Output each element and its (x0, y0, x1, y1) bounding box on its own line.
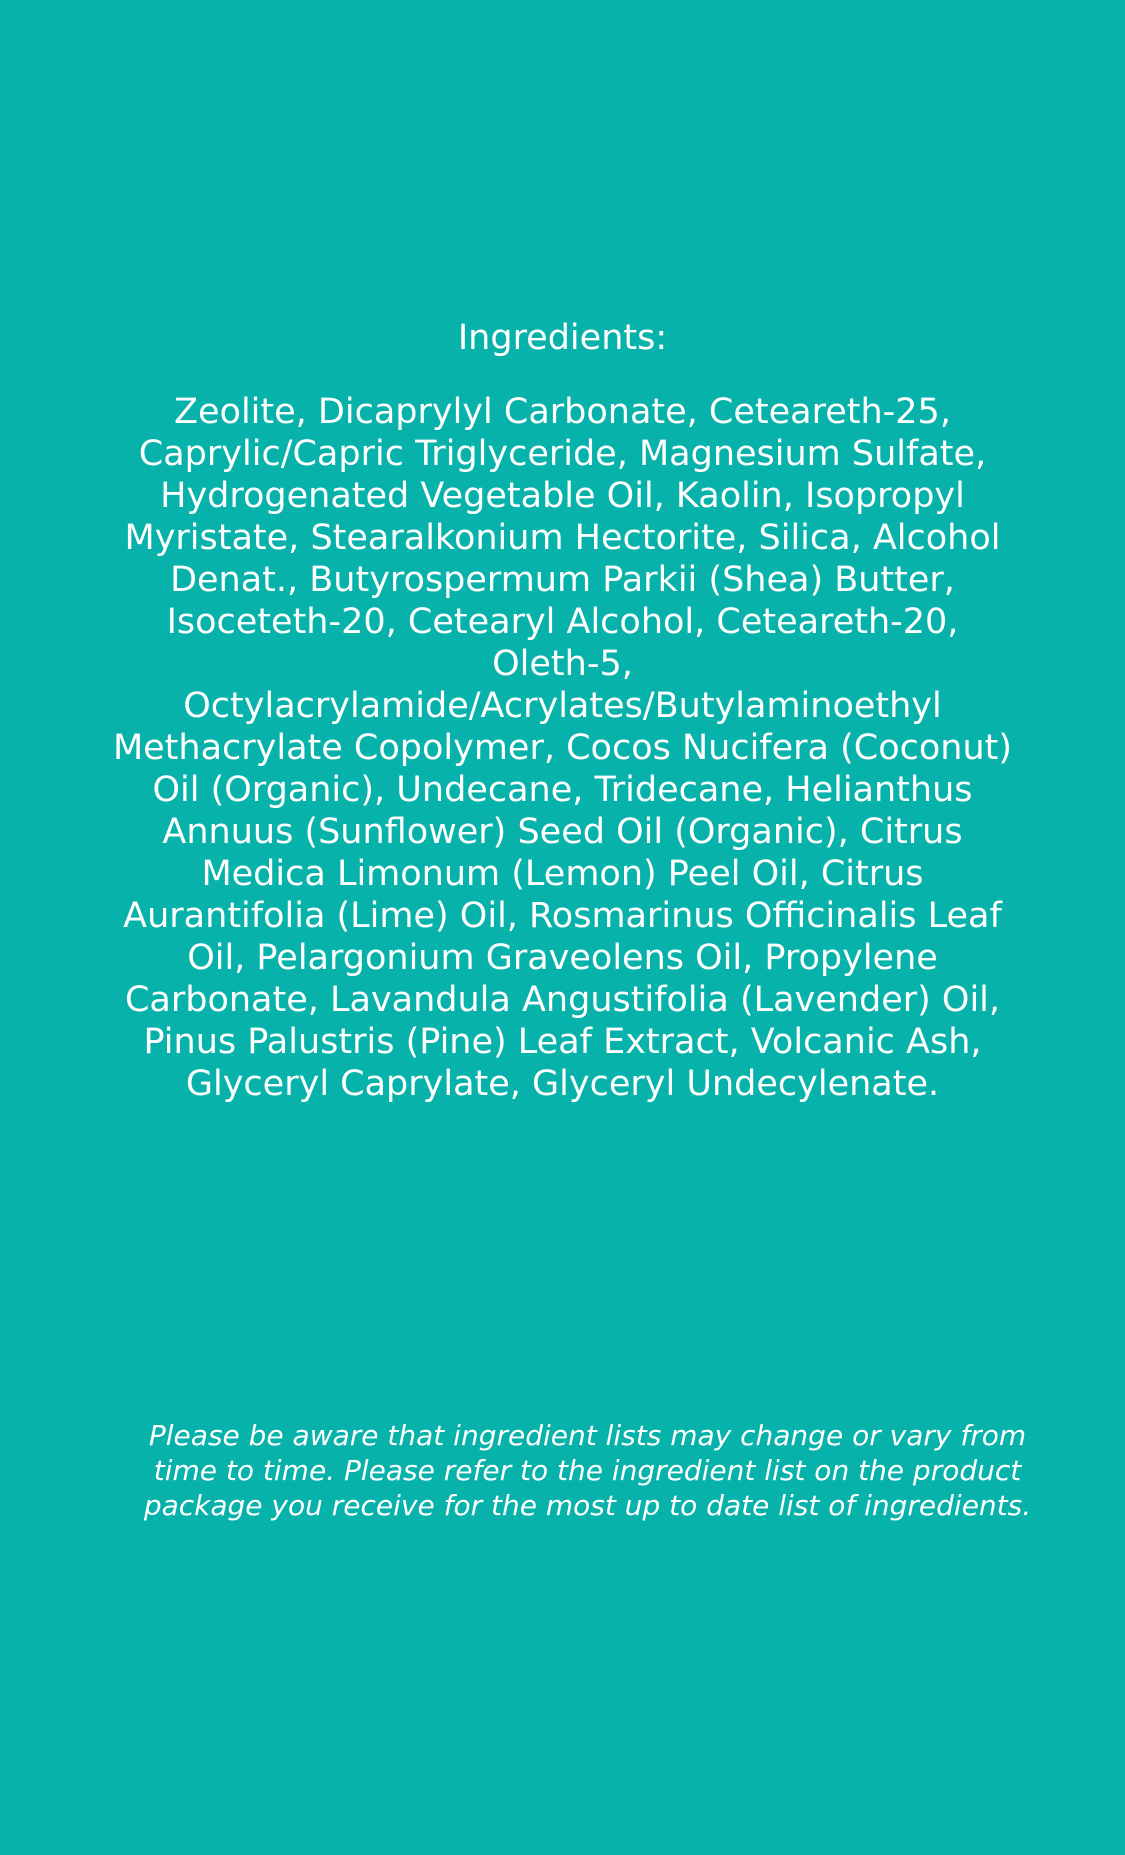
ingredients-line: Denat., Butyrospermum Parkii (Shea) Butter, (170, 560, 955, 600)
ingredients-line: Aurantifolia (Lime) Oil, Rosmarinus Officinalis Leaf (123, 896, 1002, 936)
ingredients-line: Zeolite, Dicaprylyl Carbonate, Ceteareth-25, (174, 392, 951, 432)
ingredients-line: Isoceteth-20, Cetearyl Alcohol, Ceteareth-20, (166, 602, 959, 642)
ingredients-line: Caprylic/Capric Triglyceride, Magnesium Sulfate, (138, 434, 987, 474)
ingredients-line: Glyceryl Caprylate, Glyceryl Undecylenate. (185, 1064, 940, 1104)
ingredients-line: Oleth-5, (492, 644, 633, 684)
ingredients-line: Myristate, Stearalkonium Hectorite, Silica, Alcohol (124, 518, 1001, 558)
disclaimer-line: Please be aware that ingredient lists may change or vary from (148, 1419, 1027, 1452)
ingredients-list (85, 391, 1040, 1105)
disclaimer-text (85, 1418, 1090, 1523)
ingredients-line: Oil, Pelargonium Graveolens Oil, Propylene (187, 938, 938, 978)
ingredients-line: Carbonate, Lavandula Angustifolia (Lavender) Oil, (124, 980, 1001, 1020)
ingredients-line: Methacrylate Copolymer, Cocos Nucifera (Coconut) (112, 728, 1013, 768)
ingredients-line: Oil (Organic), Undecane, Tridecane, Helianthus (152, 770, 973, 810)
disclaimer-line: package you receive for the most up to date list of ingredients. (143, 1489, 1032, 1522)
ingredients-section (85, 313, 1040, 1105)
ingredients-heading: Ingredients: (457, 318, 668, 358)
ingredients-line: Annuus (Sunflower) Seed Oil (Organic), Citrus (162, 812, 963, 852)
ingredients-line: Medica Limonum (Lemon) Peel Oil, Citrus (201, 854, 924, 894)
disclaimer-line: time to time. Please refer to the ingredient list on the product (153, 1454, 1022, 1487)
ingredients-line: Pinus Palustris (Pine) Leaf Extract, Volcanic Ash, (143, 1022, 982, 1062)
ingredients-line: Octylacrylamide/Acrylates/Butylaminoethyl (183, 686, 942, 726)
ingredients-line: Hydrogenated Vegetable Oil, Kaolin, Isopropyl (160, 476, 965, 516)
